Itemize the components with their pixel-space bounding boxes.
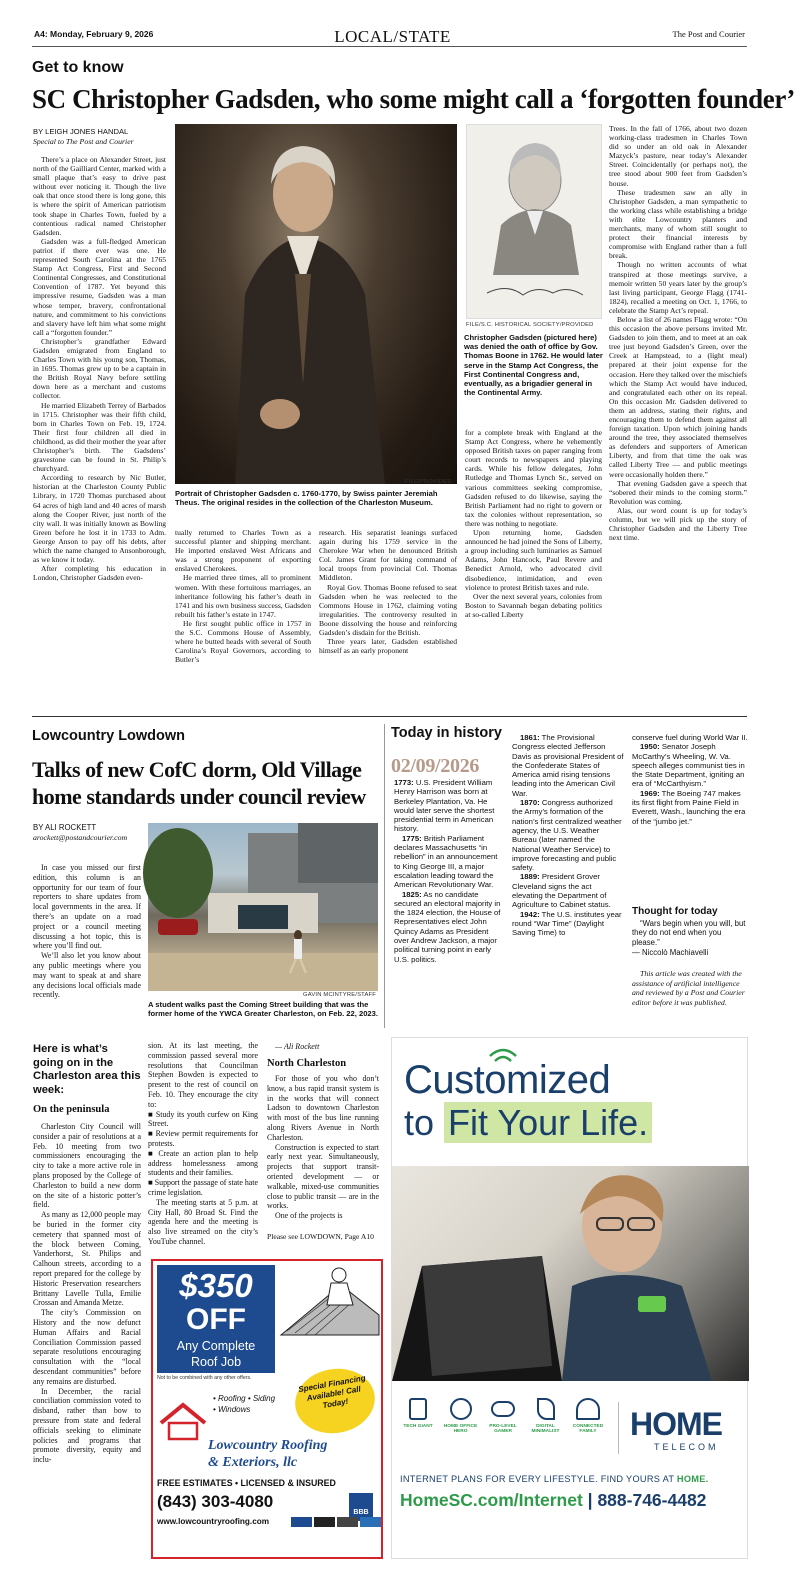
persona-icons (398, 1398, 608, 1458)
persona-label: DIGITAL MINIMALIST (531, 1424, 560, 1434)
history-entry-continued: conserve fuel during World War II. (632, 733, 748, 742)
ad-tagline-text: INTERNET PLANS FOR EVERY LIFESTYLE. FIND YOURS AT (400, 1474, 677, 1484)
bullet-item: ■ Create an action plan to help address homelessness among students and their families. (148, 1148, 258, 1178)
paragraph: sion. At its last meeting, the commission passed several more resolutions that Councilman Stephen Bowden is expected to present to the rest of council on Feb. 10. They encourage the city to: (148, 1041, 258, 1109)
paragraph: These tradesmen saw an ally in Christopher Gadsden, a man sympathetic to the working class while establishing a bridge with elite Lowcountry planters and merchants, many of whom still sought to protect their financial interests by compromise with England rather than a full break. (609, 187, 747, 261)
financing-badge: Special Financing Available! Call Today! (290, 1363, 380, 1440)
section-title: LOCAL/STATE (334, 27, 451, 46)
header-rule (32, 46, 747, 47)
discover-card-icon (337, 1517, 358, 1527)
feature-col-2 (175, 528, 311, 720)
ad-headline-2-highlight: Fit Your Life. (444, 1102, 652, 1143)
visa-card-icon (291, 1517, 312, 1527)
paragraph: Charleston City Council will consider a pair of resolutions at a Feb. 10 meeting from two commissioners encouraging the city to take a more active role in plans proposed by the College of Charleston to build a new dorm on the site of a historic potter’s field. (33, 1122, 141, 1210)
ad-logo-divider (618, 1402, 619, 1454)
lowdown-col-1 (33, 1122, 141, 1562)
paragraph: The city’s Commission on History and the now defunct Human Affairs and Racial Conciliation Commission passed separate resolutions encouraging consultation with the “local descendant communities” before any remains are disturbed. (33, 1308, 141, 1386)
price: $350 (179, 1267, 253, 1304)
phone-icon (409, 1398, 427, 1420)
paragraph: for a complete break with England at the Stamp Act Congress, where he vehemently opposed British taxes on paper ranging from court records to newspapers and playing cards. While his fellow delegates, John Rutledge and Thomas Lynch Sr., served on various committees seeking compromise, Gadsden refused to do likewise, saying the British Parliament had no right to govern or tax the colonies without representation, so there was nothing to negotiate. (465, 428, 602, 528)
history-col-2 (512, 733, 624, 1023)
history-entry: 1889: President Grover Cleveland signs the act elevating the Department of Agriculture to Cabinet status. (512, 872, 611, 910)
ad-contact (400, 1490, 706, 1511)
paragraph: Gadsden was a full-fledged American patriot if there ever was one. He represented South Carolina at the 1765 Stamp Act Congress, First and Second Continental Congresses, and Constitutional Convention of 1787. Yet beyond this impressive resume, Gadsden was a man whose temper, bravery, confrontational nature, and commitment to his convictions and slavery have left him what some might call a “forgotten founder.” (33, 236, 166, 337)
coming-street-photo (148, 823, 378, 991)
roofing-url[interactable]: www.lowcountryroofing.com (157, 1517, 270, 1526)
engraving-figure (467, 125, 603, 320)
roofing-ad[interactable] (151, 1259, 383, 1559)
column-divider (384, 724, 385, 1028)
paragraph: Trees. In the fall of 1766, about two dozen working-class tradesmen in Charles Town did so under an old oak in Alexander Mazyck’s pasture, near today’s Alexander Street. Coincidentally (or perhaps not), the tree stood about 900 feet from Gadsden’s house. (609, 124, 747, 188)
paragraph: tually returned to Charles Town as a successful planter and shipping merchant. He imported enslaved West Africans and was a strong proponent of exporting enslaved Cherokees. (175, 528, 311, 574)
paragraph: Though no written accounts of what transpired at those meetings survive, a memoir written 50 years later by the group’s last living participant, George Flagg (1741-1824), recalled a meeting on Oct. 1, 1766, to celebrate the Stamp Act’s repeal. (609, 260, 747, 315)
history-entry: 1773: U.S. President William Henry Harrison was born at Berkeley Plantation, Va. He would later serve the shortest presidential term in American history. (394, 778, 495, 834)
amex-card-icon (360, 1517, 381, 1527)
history-entry: 1861: The Provisional Congress elected Jefferson Davis as provisional President of the Confederate States of America amid rising tensions leading into the American Civil War. (512, 733, 624, 798)
lowdown-box-head: Here is what’s going on in the Charleston area this week: (33, 1043, 141, 1096)
history-entry: 1870: Congress authorized the Army’s formation of the nation’s first centralized weather agency, the U.S. Weather Bureau (later named the National Weather Service) to improve forecasting and public safety. (512, 798, 622, 873)
persona-label: TECH GIANT (403, 1424, 433, 1429)
persona-label: PRO-LEVEL GAMER (489, 1424, 517, 1434)
engraving-credit: FILE/S.C. HISTORICAL SOCIETY/PROVIDED (466, 322, 594, 328)
paragraph: Upon returning home, Gadsden announced he had joined the Sons of Liberty, a group including such luminaries as Samuel Adams, John Hancock, Paul Revere and Benedict Arnold, who advocated civil disobedience, intimidation, and even violence to protest British taxes and rule. (465, 528, 602, 592)
lowdown-jump[interactable]: Please see LOWDOWN, Page A10 (267, 1232, 374, 1241)
gamepad-icon (491, 1401, 515, 1417)
paragraph: For those of you who don’t know, a bus rapid transit system is in the works that will connect Ladson to downtown Charleston with most of the bus line running along Rivers Avenue in North Charleston. (267, 1074, 379, 1142)
street-scene (148, 823, 378, 991)
history-col-3 (632, 733, 750, 903)
ad-url[interactable]: HomeSC.com/Internet (400, 1490, 583, 1510)
offer-fine-print: Not to be combined with any other offers. (157, 1375, 252, 1381)
boy-laptop-photo (392, 1166, 749, 1381)
paragraph: He married three times, all to prominent women. With these fortuitous marriages, an inheritance following his father’s death in 1741 and his own business success, Gadsden rebuilt his father’s estate in 1747. (175, 573, 311, 619)
persona-pro-level-gamer[interactable] (483, 1398, 523, 1458)
home-telecom-logo-sub: TELECOM (654, 1442, 719, 1452)
feature-col-3 (319, 528, 457, 720)
history-entry: 1942: The U.S. institutes year round “War Time” (Daylight Saving Time) to (512, 909, 622, 938)
lowdown-intro (33, 863, 141, 1033)
thought-heading: Thought for today (632, 906, 718, 917)
paragraph: The meeting starts at 5 p.m. at City Hall, 80 Broad St. Find the agenda here and the meeting is also live streamed on the city’s YouTube channel. (148, 1197, 258, 1246)
bullet-item: ■ Support the passage of state hate crime legislation. (148, 1178, 258, 1197)
leaf-icon (537, 1398, 555, 1420)
paragraph: Alas, our word count is up for today’s column, but we will pick up the story of Christopher Gadsden and the Liberty Tree next time. (609, 505, 747, 543)
lowdown-signoff: — Ali Rockett (275, 1042, 320, 1051)
paragraph: That evening Gadsden gave a speech that “sobered their minds to the coming storm.” Revolution was coming. (609, 478, 747, 506)
paragraph: As many as 12,000 people may be buried in the former city cemetery that spanned most of the block between Coming, Vanderhorst, St. Philips and Calhoun streets, according to a report prepared for the college by Historic Preservation researchers Brittany Lavelle Tulla, Emilie Crossan and Amanda Metze. (33, 1210, 141, 1308)
roofing-tag: FREE ESTIMATES • LICENSED & INSURED (157, 1478, 336, 1488)
house-logo-icon (159, 1401, 207, 1441)
ad-phone[interactable]: 888-746-4482 (597, 1490, 707, 1510)
offer-line-1: Any Complete (176, 1339, 256, 1353)
paragraph: Construction is expected to start early next year. Simultaneously, projects that support transit-oriented development — or walkable, mixed-use communities close to public transit — are in the works. (267, 1142, 379, 1211)
mastercard-card-icon (314, 1517, 335, 1527)
feature-byline: BY LEIGH JONES HANDAL (33, 127, 129, 136)
lowdown-col-3 (267, 1074, 379, 1234)
history-entry: 1950: Senator Joseph McCarthy’s Wheeling, W. Va. speech alleges communist ties in the State Department, igniting an era of “McCarthyism.” (632, 742, 745, 789)
paragraph: He first sought public office in 1757 in the S.C. Commons House of Assembly, where he butted heads with several of South Carolina’s Royal Governors, according to Butler’s (175, 618, 311, 665)
portrait-caption: Portrait of Christopher Gadsden c. 1760-1770, by Swiss painter Jeremiah Theus. The original resides in the collection of the Charleston Museum. (175, 489, 438, 508)
history-entry: 1775: British Parliament declares Massachusetts “in rebellion” in an announcement to King George III, a major escalation leading toward the American Revolutionary War. (394, 833, 498, 890)
gadsden-engraving-photo (466, 124, 602, 319)
portrait-credit: FILE/PROVIDED (405, 479, 452, 485)
feature-kicker: Get to know (32, 59, 124, 76)
feature-col-4 (465, 428, 602, 720)
persona-digital-minimalist[interactable] (526, 1398, 566, 1458)
paragraph: Royal Gov. Thomas Boone refused to seat Gadsden when he was reelected to the Commons House in 1762, claiming voting irregularities. The controversy resulted in Boone dissolving the house and reinforcing Gadsden’s disdain for the British. (319, 582, 457, 638)
coming-street-caption: A student walks past the Coming Street building that was the former home of the YWCA Greater Charleston, on Feb. 22, 2023. (148, 1000, 378, 1019)
engraving-caption: Christopher Gadsden (pictured here) was denied the oath of office by Gov. Thomas Boone in 1762. He would later serve in the Stamp Act Congress, the First Continental Congress and, eventually, as a brigadier general in the Continental Army. (464, 333, 603, 398)
roofing-phone[interactable]: (843) 303-4080 (157, 1492, 274, 1511)
persona-label: HOME OFFICE HERO (443, 1424, 478, 1434)
gadsden-portrait-photo (175, 124, 457, 484)
home-telecom-ad[interactable] (391, 1037, 748, 1559)
lowdown-sub-north-charleston: North Charleston (267, 1058, 347, 1069)
services-list: • Roofing • Siding • Windows (213, 1394, 276, 1414)
ad-tagline-highlight: HOME. (676, 1474, 709, 1484)
roofing-brand-1: Lowcountry Roofing (208, 1438, 328, 1453)
paragraph: In December, the racial conciliation commission voted to disband, rather than bow to pressure from state and federal officials seeking to eliminate policies and programs that promote diversity, equity and inclu- (33, 1386, 141, 1465)
section-divider (32, 716, 747, 717)
history-kicker: Today in history (391, 725, 502, 741)
boy-laptop-scene (392, 1166, 749, 1381)
globe-icon (450, 1398, 472, 1420)
feature-headline: SC Christopher Gadsden, who some might call a ‘forgotten founder’ (32, 84, 795, 114)
paragraph: Christopher’s grandfather Edward Gadsden emigrated from England to Charles Town with his young son, Thomas, in 1695. Thomas grew up to be a captain in the British Royal Navy before settling down here as a merchant and customs collector. (33, 336, 166, 401)
bullet-item: ■ Review permit requirements for protests. (148, 1129, 258, 1148)
ad-headline-2 (404, 1102, 652, 1144)
history-entry: 1825: As no candidate secured an electoral majority in the 1824 election, the House of Representatives elect John Quincy Adams as President over Andrew Jackson, a major political turning point in early U.S. politics. (394, 889, 501, 964)
paragraph: Below a list of 26 names Flagg wrote: “On this occasion the above persons invited Mr. Gadsden to join them, and to meet at an oak tree just beyond Gadsden’s Green, over the Creek at Hampstead, to a (light meal) prepared at their joint expense for the occasion. Here they talked over the mischiefs which the Stamp Act would have induced, and congratulated each other on its repeal. On this occasion Mr. Gadsden delivered to them an address, stating their rights, and encouraging them to defend them against all foreign taxation. Upon which joining hands around the tree, they associated themselves as defenders and supporters of American Liberty, and from that time the oak was called Liberty Tree — and public meetings were occasionally holden there.” (609, 314, 747, 479)
paper-name: The Post and Courier (672, 29, 745, 39)
ad-tagline (400, 1474, 709, 1484)
lowdown-col-2 (148, 1041, 258, 1246)
paragraph: Over the next several years, colonies from Boston to Savannah began debating politics at so-called Liberty (465, 591, 602, 619)
roofing-brand-2: & Exteriors, llc (208, 1455, 298, 1470)
lowdown-headline: Talks of new CofC dorm, Old Village home standards under council review (32, 757, 366, 809)
persona-tech-giant[interactable] (398, 1398, 438, 1458)
offer-line-2: Roof Job (190, 1355, 242, 1369)
persona-label: CONNECTED FAMILY (572, 1424, 604, 1434)
paragraph: research. His separatist leanings surfaced again during his 1759 service in the Cherokee War when he denounced British Col. James Grant for taking command of local troops from provincial Col. Thomas Middleton. (319, 528, 457, 583)
roofer-illustration-icon (281, 1265, 379, 1337)
lowdown-sub-peninsula: On the peninsula (33, 1104, 110, 1115)
home-telecom-logo: HOME (630, 1406, 722, 1442)
bbb-logo: BBB (349, 1493, 373, 1521)
paragraph: There’s a place on Alexander Street, just north of the Gailliard Center, marked with a small plaque that’s easy to drive past without ever noticing it. Though the live oak that once stood there is long gone, this is where the spirit of American patriotism took shape in Charles Town, fueled by a contentious radical named Christopher Gadsden. (33, 155, 166, 237)
feature-byline-sub: Special to The Post and Courier (33, 137, 134, 146)
page-date: A4: Monday, February 9, 2026 (34, 29, 154, 39)
paragraph: After completing his education in London, Christopher Gadsden even- (33, 564, 166, 583)
portrait-figure (175, 124, 457, 484)
paragraph: Three years later, Gadsden established himself as an early proponent (319, 637, 457, 656)
paragraph: He married Elizabeth Terrey of Barbados in 1715. Christopher was their fifth child, born in Charles Town on Feb. 19, 1724. Their first four children all died in childhood, as did their mother the year after Christopher’s birth. The Gadsdens’ gravestone can be found in St. Philip’s churchyard. (33, 400, 166, 474)
ad-headline-1: Customized (404, 1058, 611, 1102)
family-icon (576, 1398, 600, 1420)
paragraph: We’ll also let you know about any public meetings where you may want to speak at and share any decisions local officials made recently. (33, 951, 141, 1000)
paragraph: In case you missed our first edition, this column is an opportunity for our team of four reporters to share updates from local governments in the area. If there’s an update on a road project or a council meeting discussing a hot topic, this is where you’ll find out. (33, 863, 141, 951)
feature-col-5 (609, 124, 747, 720)
paragraph: According to research by Nic Butler, historian at the Charleston County Public Library, in 1720 Thomas purchased about 64 acres of high land and 40 acres of marsh along the Cooper River, just north of the city wall. It was initially known as Bowling Green before he lost it in 1733 to Adm. George Anson to pay off his debts, after which the name changed to Ansonborough, as we know it today. (33, 473, 166, 565)
ad-headline-2-pre: to (404, 1102, 445, 1143)
payment-cards (291, 1517, 381, 1527)
paragraph: One of the projects is (275, 1211, 343, 1221)
thought-author: — Niccolò Machiavelli (632, 948, 709, 957)
history-date: 02/09/2026 (391, 755, 480, 777)
coming-street-credit: GAVIN MCINTYRE/STAFF (303, 992, 377, 998)
ai-note: This article was created with the assistance of artificial intelligence and reviewed by a Post and Courier editor before it was published. (632, 969, 745, 1007)
persona-connected-family[interactable] (568, 1398, 608, 1458)
price-off: OFF (186, 1303, 246, 1336)
ad-separator: | (582, 1490, 598, 1510)
thought-quote: “Wars begin when you will, but they do not end when you please.” (632, 919, 746, 947)
persona-home-office-hero[interactable] (441, 1398, 481, 1458)
lowdown-email: arockett@postandcourier.com (33, 833, 128, 842)
history-col-1 (394, 778, 504, 1018)
history-entry: 1969: The Boeing 747 makes its first flight from Paine Field in Everett, Wash., launching the era of the “jumbo jet.” (632, 788, 746, 826)
lowdown-kicker: Lowcountry Lowdown (32, 728, 186, 744)
feature-col-1 (33, 155, 166, 718)
bullet-item: ■ Study its youth curfew on King Street. (148, 1109, 258, 1129)
lowdown-byline: BY ALI ROCKETT (33, 823, 97, 832)
